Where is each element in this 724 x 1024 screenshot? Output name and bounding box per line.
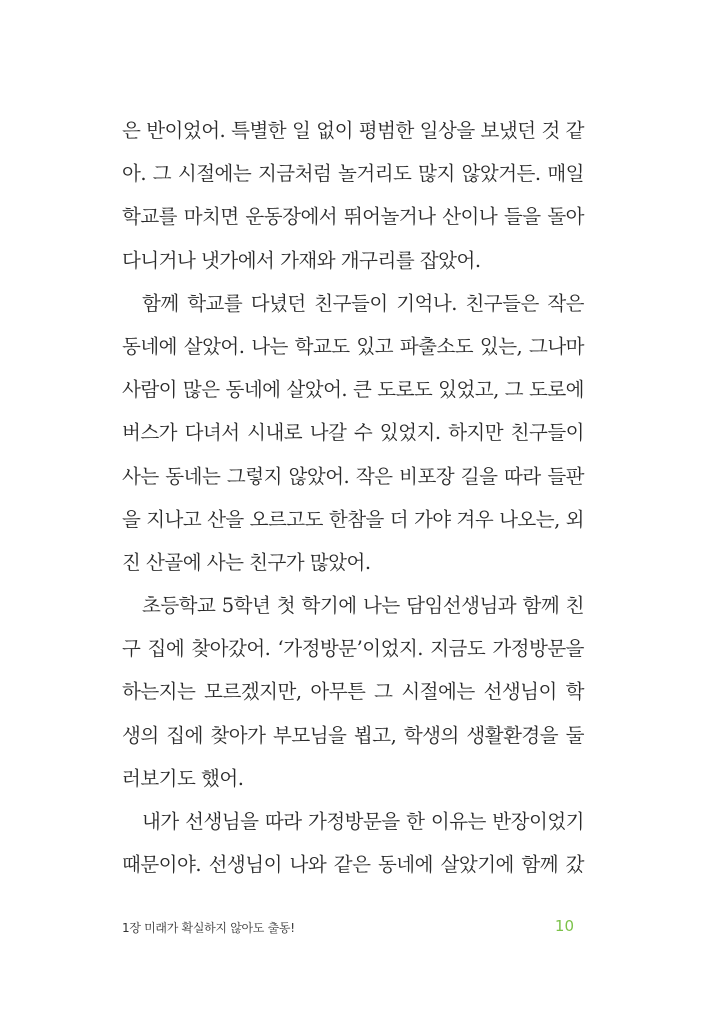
text-line: 학교를 마치면 운동장에서 뛰어놀거나 산이나 들을 돌아	[122, 205, 584, 229]
chapter-title: 1장 미래가 확실하지 않아도 출동!	[122, 921, 295, 935]
text-line: 초등학교 5학년 첫 학기에 나는 담임선생님과 함께 친	[142, 594, 584, 618]
text-line: 사람이 많은 동네에 살았어. 큰 도로도 있었고, 그 도로에	[122, 378, 584, 402]
text-line: 때문이야. 선생님이 나와 같은 동네에 살았기에 함께 갔	[122, 853, 584, 877]
text-line: 생의 집에 찾아가 부모님을 뵙고, 학생의 생활환경을 둘	[122, 723, 584, 747]
text-line: 은 반이었어. 특별한 일 없이 평범한 일상을 보냈던 것 같	[122, 119, 584, 142]
text-line: 버스가 다녀서 시내로 나갈 수 있었지. 하지만 친구들이	[122, 421, 584, 445]
text-line: 하는지는 모르겠지만, 아무튼 그 시절에는 선생님이 학	[122, 680, 584, 704]
text-line: 함께 학교를 다녔던 친구들이 기억나. 친구들은 작은	[142, 291, 584, 315]
page-number: 10	[554, 917, 574, 935]
text-line: 내가 선생님을 따라 가정방문을 한 이유는 반장이었기	[142, 810, 584, 833]
text-line: 동네에 살았어. 나는 학교도 있고 파출소도 있는, 그나마	[122, 334, 584, 358]
text-line: 구 집에 찾아갔어. ‘가정방문’이었지. 지금도 가정방문을	[122, 637, 584, 661]
page-footer	[122, 917, 574, 937]
text-line: 아. 그 시절에는 지금처럼 놀거리도 많지 않았거든. 매일	[122, 162, 584, 186]
text-line: 진 산골에 사는 친구가 많았어.	[122, 550, 371, 574]
text-line: 다니거나 냇가에서 가재와 개구리를 잡았어.	[122, 248, 481, 272]
text-line: 을 지나고 산을 오르고도 한참을 더 가야 겨우 나오는, 외	[122, 507, 584, 531]
text-line: 사는 동네는 그렇지 않았어. 작은 비포장 길을 따라 들판	[122, 464, 584, 488]
body-text	[122, 109, 584, 886]
text-line: 러보기도 했어.	[122, 766, 244, 790]
